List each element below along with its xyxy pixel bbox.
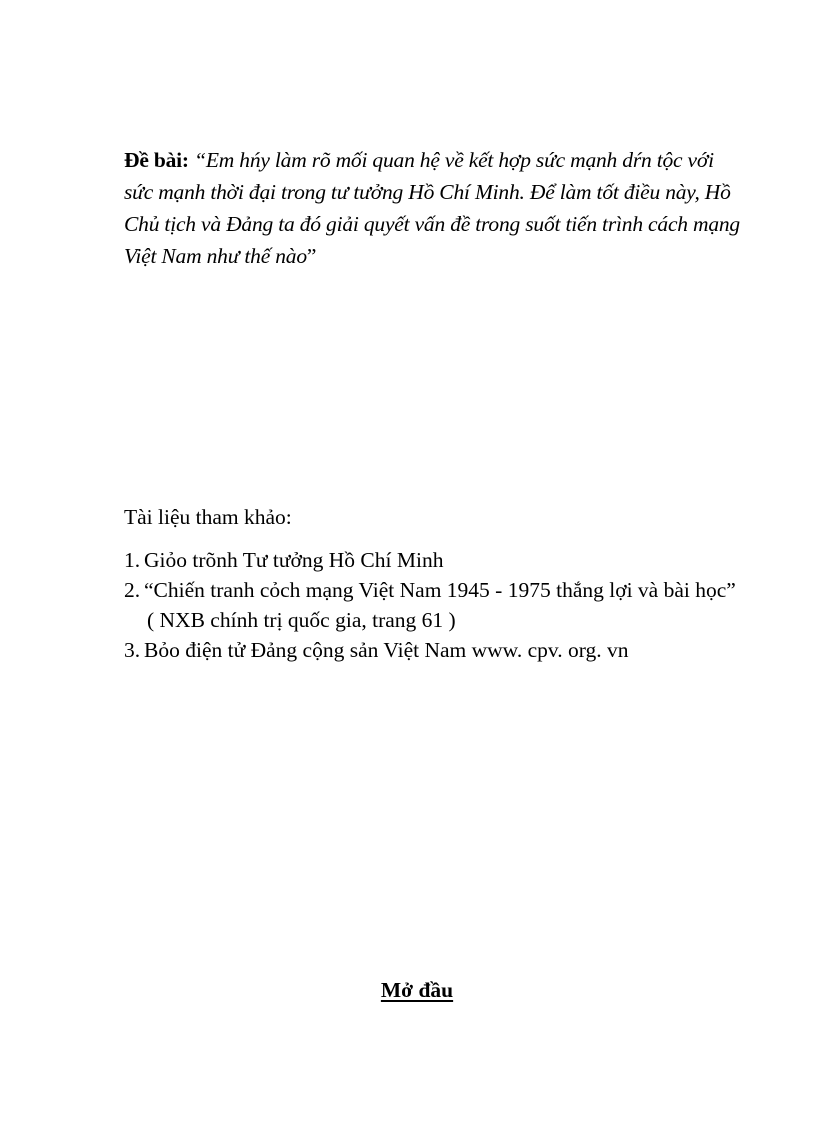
references-heading: Tài liệu tham khảo:: [124, 505, 292, 529]
section-title-text: Mở đầu: [380, 978, 454, 1002]
reference-item: [124, 635, 764, 665]
reference-number: 3.: [124, 638, 141, 662]
reference-item: [124, 545, 764, 575]
assignment-prompt: [124, 144, 744, 272]
references-list: [124, 545, 764, 665]
reference-number: 2.: [124, 578, 141, 602]
assignment-label: Đề bài:: [124, 148, 189, 172]
reference-note: ( NXB chính trị quốc gia, trang 61 ): [147, 608, 456, 632]
reference-number: 1.: [124, 548, 141, 572]
assignment-text: “Em hńy làm rõ mối quan hệ về kết hợp sức mạnh dŕn tộc với sức mạnh thời đại trong tư tưởng Hồ Chí Minh. Để làm tốt điều này, Hồ Chủ tịch và Đảng ta đó giải quyết vấn đề trong suốt tiến trình cách mạng Việt Nam như thế nào: [124, 148, 740, 268]
section-title: [0, 975, 816, 1005]
reference-text: “Chiến tranh cỏch mạng Việt Nam 1945 - 1975 thắng lợi và bài học”: [144, 578, 736, 602]
reference-text: Bỏo điện tử Đảng cộng sản Việt Nam www. cpv. org. vn: [144, 638, 629, 662]
assignment-closing-quote: ”: [306, 244, 317, 268]
reference-text: Giỏo trõnh Tư tưởng Hồ Chí Minh: [144, 548, 444, 572]
reference-item: [124, 575, 764, 635]
